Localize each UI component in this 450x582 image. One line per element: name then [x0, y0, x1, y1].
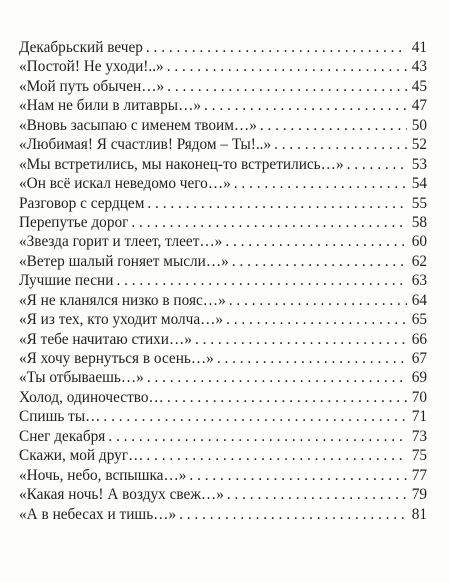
toc-entry [19, 155, 427, 174]
entry-title: «Ты отбываешь…» [19, 369, 144, 387]
toc-entry [19, 368, 427, 387]
entry-title: «Мой путь обычен…» [19, 77, 165, 95]
entry-page-number: 81 [411, 505, 427, 523]
entry-page-number: 45 [411, 77, 427, 95]
dot-leader [108, 427, 407, 446]
entry-page-number: 65 [411, 311, 427, 329]
toc-entry [19, 349, 427, 368]
toc-entry [19, 330, 427, 349]
entry-page-number: 71 [411, 408, 427, 426]
entry-title: «Он всё искал неведомо чего…» [19, 175, 231, 193]
entry-page-number: 55 [411, 194, 427, 212]
entry-title: «Ночь, небо, вспышка…» [19, 466, 187, 484]
dot-leader [167, 57, 407, 76]
entry-page-number: 60 [411, 233, 427, 251]
entry-page-number: 66 [411, 330, 427, 348]
dot-leader [167, 77, 407, 96]
entry-page-number: 67 [411, 350, 427, 367]
entry-page-number: 77 [411, 466, 427, 484]
dot-leader [131, 213, 407, 232]
toc-entry [19, 232, 427, 251]
dot-leader [179, 505, 407, 524]
entry-page-number: 62 [411, 252, 427, 270]
toc-entry [19, 291, 427, 310]
entry-title: Разговор с сердцем [19, 194, 145, 212]
toc-entry [19, 252, 427, 271]
entry-title: Декабрьский вечер [19, 39, 143, 56]
entry-page-number: 43 [411, 58, 427, 76]
entry-title: Холод, одиночество… [19, 388, 164, 406]
entry-title: Скажи, мой друг… [19, 447, 144, 465]
entry-page-number: 58 [411, 213, 427, 231]
entry-page-number: 63 [411, 272, 427, 290]
entry-page-number: 41 [411, 39, 427, 56]
toc-entry [19, 38, 427, 57]
dot-leader [260, 116, 407, 135]
entry-title: «Постой! Не уходи!..» [19, 58, 164, 76]
dot-leader [195, 330, 407, 349]
toc-entry [19, 466, 427, 485]
entry-title: «Ветер шалый гоняет мысли…» [19, 252, 229, 270]
dot-leader [229, 291, 407, 310]
dot-leader [147, 194, 407, 213]
entry-title: «Вновь засыпаю с именем твоим…» [19, 116, 257, 134]
toc-entry [19, 505, 427, 524]
toc-entry [19, 213, 427, 232]
entry-page-number: 79 [411, 486, 427, 504]
toc-entry [19, 77, 427, 96]
toc-entry [19, 135, 427, 154]
entry-title: «Нам не били в литавры…» [19, 97, 202, 115]
dot-leader [274, 135, 407, 154]
entry-page-number: 69 [411, 369, 427, 387]
dot-leader [234, 174, 407, 193]
toc-entry [19, 388, 427, 407]
toc-entry [19, 310, 427, 329]
entry-title: «Какая ночь! А воздух свеж…» [19, 486, 224, 504]
toc-entry [19, 407, 427, 426]
dot-leader [217, 349, 407, 368]
dot-leader [232, 252, 407, 271]
entry-page-number: 53 [411, 155, 427, 173]
entry-page-number: 47 [411, 97, 427, 115]
toc-entry [19, 57, 427, 76]
dot-leader [146, 446, 407, 465]
dot-leader [146, 38, 407, 57]
entry-title: «Мы встретились, мы наконец-то встретились…» [19, 155, 344, 173]
entry-page-number: 54 [411, 175, 427, 193]
table-of-contents [19, 38, 427, 524]
entry-title: «Я не кланялся низко в пояс…» [19, 291, 226, 309]
toc-entry [19, 116, 427, 135]
entry-title: «Звезда горит и тлеет, тлеет…» [19, 233, 223, 251]
dot-leader [204, 96, 407, 115]
dot-leader [225, 232, 407, 251]
entry-title: «А в небесах и тишь…» [19, 505, 177, 523]
dot-leader [189, 466, 407, 485]
toc-entry [19, 427, 427, 446]
toc-entry [19, 96, 427, 115]
entry-title: «Любимая! Я счастлив! Рядом – Ты!..» [19, 136, 272, 154]
dot-leader [167, 388, 407, 407]
entry-title: Снег декабря [19, 427, 106, 445]
toc-entry [19, 271, 427, 290]
dot-leader [147, 368, 407, 387]
entry-page-number: 52 [411, 136, 427, 154]
entry-title: Перепутье дорог [19, 213, 129, 231]
dot-leader [227, 485, 407, 504]
entry-page-number: 50 [411, 116, 427, 134]
entry-page-number: 73 [411, 427, 427, 445]
toc-entry [19, 194, 427, 213]
dot-leader [347, 155, 407, 174]
dot-leader [103, 407, 407, 426]
entry-title: Спишь ты… [19, 408, 101, 426]
dot-leader [116, 271, 407, 290]
entry-page-number: 64 [411, 291, 427, 309]
entry-title: Лучшие песни [19, 272, 114, 290]
entry-page-number: 70 [411, 388, 427, 406]
entry-title: «Я хочу вернуться в осень…» [19, 350, 214, 367]
toc-entry [19, 446, 427, 465]
entry-title: «Я тебе начитаю стихи…» [19, 330, 192, 348]
entry-page-number: 75 [411, 447, 427, 465]
toc-entry [19, 174, 427, 193]
entry-title: «Я из тех, кто уходит молча…» [19, 311, 224, 329]
toc-entry [19, 485, 427, 504]
dot-leader [226, 310, 407, 329]
